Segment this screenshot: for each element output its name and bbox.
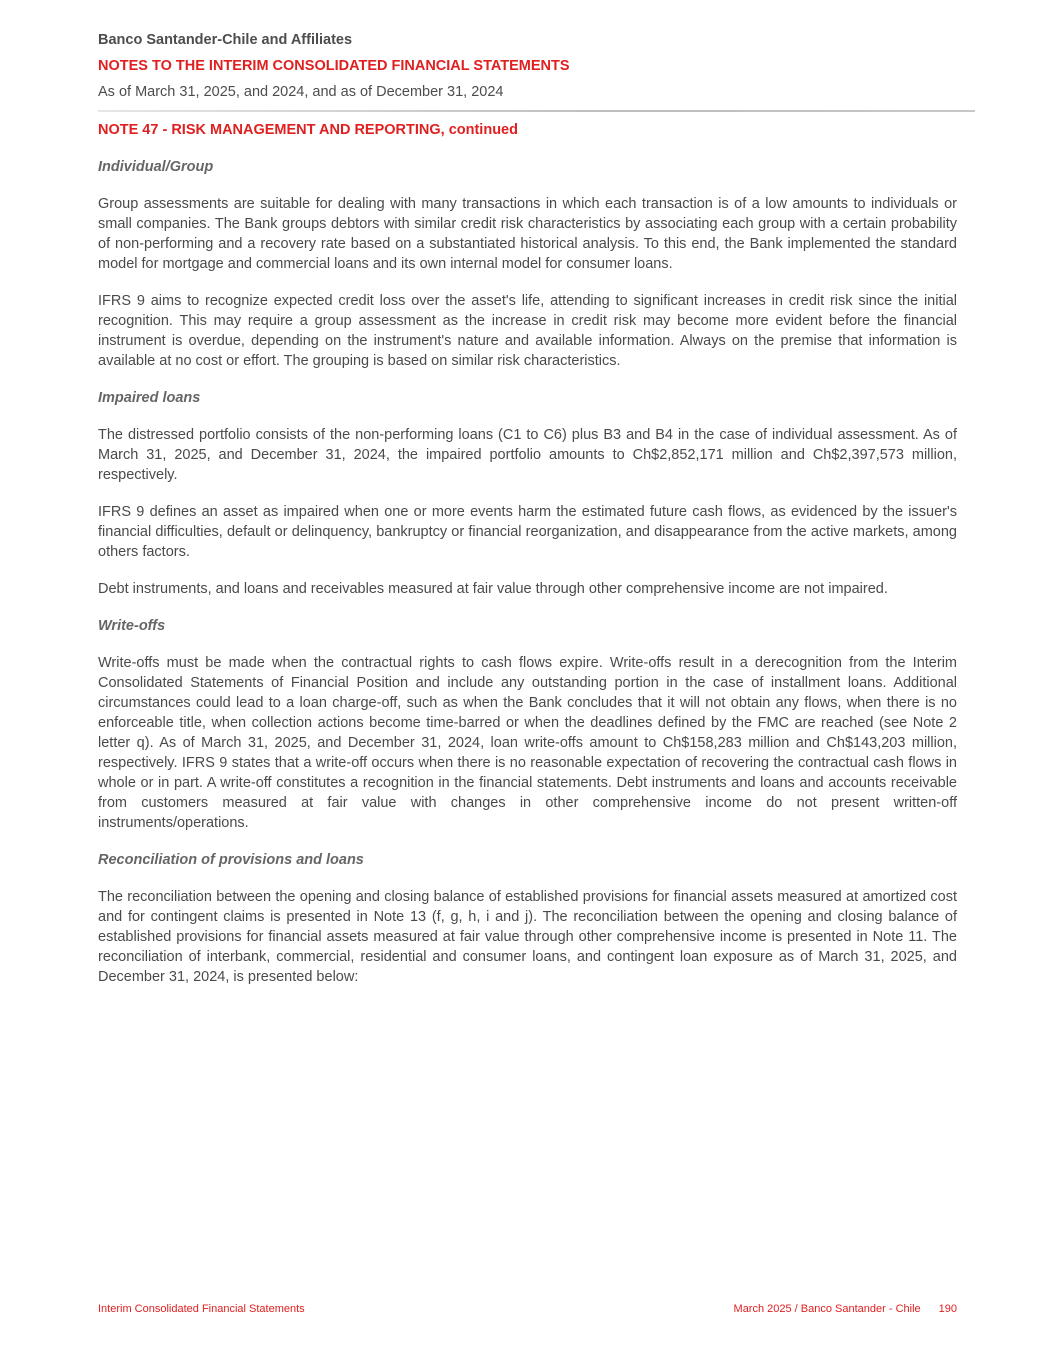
paragraph: Write-offs must be made when the contractual rights to cash flows expire. Write-offs result in a derecognition from the Interim Consolidated Statements of Financial Position and include any outstanding portion in the case of installment loans. Additional circumstances could lead to a loan charge-off, such as when the Bank concludes that it will not obtain any flows, when there is no enforceable title, when collection actions become time-barred or when the deadlines defined by the FMC are reached (see Note 2 letter q). As of March 31, 2025, and December 31, 2024, loan write-offs amount to Ch$158,283 million and Ch$143,203 million, respectively. IFRS 9 states that a write-off occurs when there is no reasonable expectation of recovering the contractual cash flows in whole or in part. A write-off constitutes a recognition in the financial statements. Debt instruments and loans and accounts receivable from customers measured at fair value with changes in other comprehensive income do not present written-off instruments/operations. — [98, 655, 957, 831]
paragraph: IFRS 9 defines an asset as impaired when one or more events harm the estimated future cash flows, as evidenced by the issuer's financial difficulties, default or delinquency, bankruptcy or financial reorganization, and disappearance from the active markets, among others factors. — [98, 504, 957, 560]
footer-right — [734, 1301, 957, 1317]
notes-title: NOTES TO THE INTERIM CONSOLIDATED FINANCIAL STATEMENTS — [98, 58, 570, 74]
paragraph: Group assessments are suitable for dealing with many transactions in which each transaction is of a low amounts to individuals or small companies. The Bank groups debtors with similar credit risk characteristics by associating each group with a certain probability of non-performing and a recovery rate based on a substantiated historical analysis. To this end, the Bank implemented the standard model for mortgage and commercial loans and its own internal model for consumer loans. — [98, 196, 957, 272]
company-name: Banco Santander-Chile and Affiliates — [98, 32, 353, 48]
section-heading-reconciliation: Reconciliation of provisions and loans — [98, 852, 364, 868]
footer-left-text: Interim Consolidated Financial Statements — [98, 1303, 305, 1315]
header-divider — [98, 110, 975, 112]
page-content — [98, 120, 957, 1004]
note-title: NOTE 47 - RISK MANAGEMENT AND REPORTING, continued — [98, 122, 518, 138]
as-of-date: As of March 31, 2025, and 2024, and as of December 31, 2024 — [98, 84, 504, 100]
paragraph: The distressed portfolio consists of the non-performing loans (C1 to C6) plus B3 and B4 in the case of individual assessment. As of March 31, 2025, and December 31, 2024, the impaired portfolio amounts to Ch$2,852,171 million and Ch$2,397,573 million, respectively. — [98, 427, 957, 483]
section-heading-impaired-loans: Impaired loans — [98, 390, 201, 406]
section-heading-individual-group: Individual/Group — [98, 159, 214, 175]
footer-right-text: March 2025 / Banco Santander - Chile — [733, 1303, 921, 1315]
section-heading-write-offs: Write-offs — [98, 618, 166, 634]
paragraph: IFRS 9 aims to recognize expected credit loss over the asset's life, attending to significant increases in credit risk since the initial recognition. This may require a group assessment as the increase in credit risk may become more evident before the financial instrument is overdue, depending on the instrument's nature and available information. Always on the premise that information is available at no cost or effort. The grouping is based on similar risk characteristics. — [98, 293, 957, 369]
paragraph: The reconciliation between the opening and closing balance of established provisions for financial assets measured at amortized cost and for contingent claims is presented in Note 13 (f, g, h, i and j). The reconciliation between the opening and closing balance of established provisions for financial assets measured at fair value through other comprehensive income is presented in Note 11. The reconciliation of interbank, commercial, residential and consumer loans, and contingent loan exposure as of March 31, 2025, and December 31, 2024, is presented below: — [98, 889, 957, 985]
page-header — [98, 30, 978, 102]
page-number: 190 — [938, 1303, 957, 1315]
paragraph: Debt instruments, and loans and receivables measured at fair value through other comprehensive income are not impaired. — [98, 581, 888, 597]
